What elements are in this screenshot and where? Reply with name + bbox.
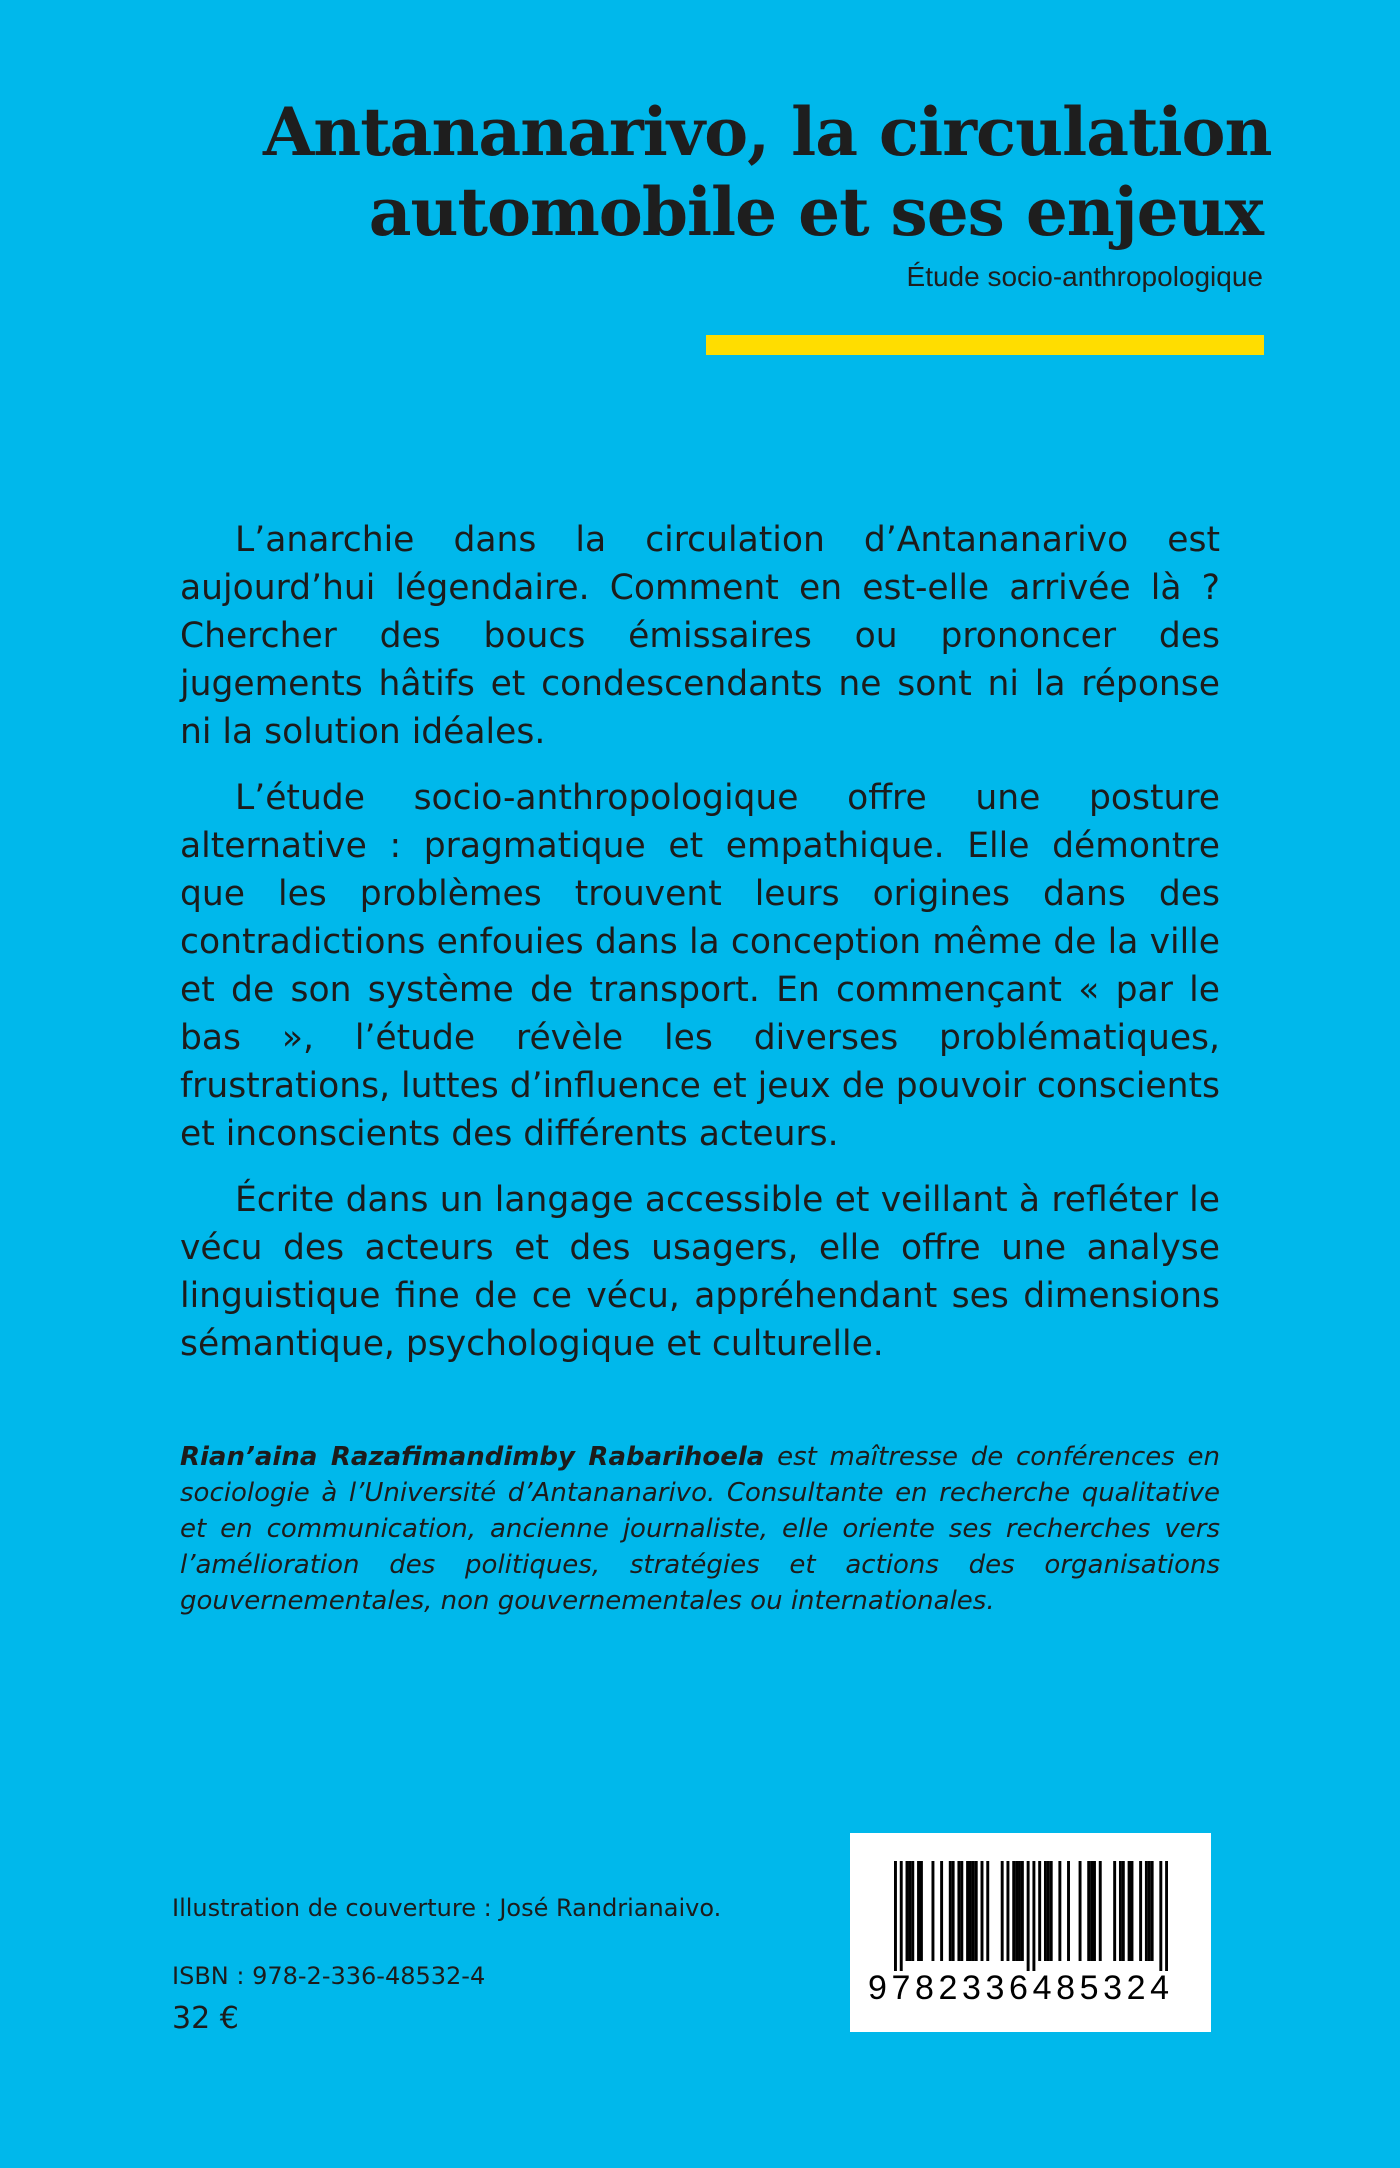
book-title-line-1: Antananarivo, la circulation — [263, 93, 1272, 171]
barcode-bar — [975, 1861, 978, 1961]
barcode-bar — [1001, 1861, 1004, 1961]
barcode-bar — [911, 1861, 914, 1961]
barcode-bar — [1067, 1861, 1070, 1961]
illustration-credit: Illustration de couverture : José Randrianaivo. — [172, 1894, 722, 1922]
summary-paragraph-1: L’anarchie dans la circulation d’Antananarivo est aujourd’hui légendaire. Comment en est-elle arrivée là ? Chercher des boucs émissaires ou prononcer des jugements hâtifs et condescendants ne sont ni la réponse ni la solution idéales. — [180, 520, 1220, 752]
summary-paragraph-3: Écrite dans un langage accessible et veillant à refléter le vécu des acteurs et des usagers, elle offre une analyse linguistique fine de ce vécu, appréhendant ses dimensions sémantique, psychologique et culturelle. — [180, 1180, 1220, 1364]
barcode-bar — [1021, 1861, 1024, 1961]
book-title-line-2: automobile et ses enjeux — [368, 173, 1263, 251]
barcode-bar — [1148, 1861, 1151, 1961]
barcode-bar — [920, 1861, 923, 1961]
barcode-bar — [1032, 1861, 1035, 1971]
barcode-bar — [1093, 1861, 1096, 1961]
barcode-bar — [1006, 1861, 1009, 1961]
barcode-bar — [1015, 1861, 1018, 1961]
barcode-bar — [960, 1861, 963, 1961]
barcode-bar — [981, 1861, 984, 1961]
barcode-bar — [1119, 1861, 1122, 1961]
barcode-bar — [906, 1861, 909, 1961]
barcode-bar — [940, 1861, 943, 1961]
barcode-bar — [1012, 1861, 1015, 1961]
barcode-bar — [1159, 1861, 1162, 1971]
barcode-bar — [1058, 1861, 1061, 1961]
summary-paragraph-2: L’étude socio-anthropologique offre une posture alternative : pragmatique et empathique. Elle démontre que les problèmes trouvent leurs origines dans des contradictions enfouies dans la conception même de la ville et de son système de transport. En commençant « par le bas », l’étude révèle les diverses problématiques, frustrations, luttes d’influence et jeux de pouvoir conscients et inconscients des différents acteurs. — [180, 778, 1220, 1154]
author-bio-text: est maîtresse de conférences en sociologie à l’Université d’Antananarivo. Consultante en recherche qualitative et en communication, ancienne journaliste, elle oriente ses recherches vers l’amélioration des politiques, stratégies et actions des organisations gouvernementales, non gouvernementales ou internationales. — [180, 1442, 1220, 1616]
isbn-text: ISBN : 978-2-336-48532-4 — [172, 1962, 486, 1990]
barcode-bar — [1050, 1861, 1053, 1961]
barcode-bar — [957, 1861, 960, 1961]
barcode-bar — [1128, 1861, 1131, 1961]
barcode-bar — [931, 1861, 934, 1961]
summary-text — [180, 516, 1220, 1386]
barcode-digits: 9782336485324 — [868, 1969, 1174, 2007]
barcode-bar — [1090, 1861, 1093, 1961]
barcode-bar — [969, 1861, 972, 1961]
barcode-bar — [1139, 1861, 1142, 1961]
barcode-bar — [949, 1861, 952, 1961]
barcode-bar — [1145, 1861, 1148, 1961]
barcode-bar — [1047, 1861, 1050, 1961]
price-text: 32 € — [172, 2001, 239, 2036]
barcode-bar — [1122, 1861, 1125, 1961]
barcode-bar — [1131, 1861, 1134, 1961]
barcode-bar — [952, 1861, 955, 1961]
book-subtitle: Étude socio-anthropologique — [906, 261, 1263, 292]
barcode-bar — [900, 1861, 903, 1971]
barcode-bar — [894, 1861, 897, 1971]
barcode-bar — [1027, 1861, 1030, 1971]
barcode-bar — [1165, 1861, 1168, 1971]
barcode-bar — [1087, 1861, 1090, 1961]
barcode-bar — [1038, 1861, 1041, 1961]
barcode-bar — [908, 1861, 911, 1961]
barcode-bar — [1079, 1861, 1082, 1961]
barcode-bar — [966, 1861, 969, 1961]
author-name: Rian’aina Razafimandimby Rabarihoela — [180, 1442, 765, 1472]
barcode-bar — [917, 1861, 920, 1961]
yellow-accent-bar — [706, 335, 1264, 355]
barcode-bar — [1099, 1861, 1102, 1961]
barcode-bars — [894, 1861, 1168, 1971]
barcode-bar — [986, 1861, 989, 1961]
author-bio — [180, 1439, 1220, 1619]
barcode-bar — [1018, 1861, 1021, 1961]
barcode-bar — [1044, 1861, 1047, 1961]
barcode-bar — [1151, 1861, 1154, 1961]
title-block — [263, 92, 1272, 294]
barcode-bar — [1113, 1861, 1116, 1961]
barcode-bar — [972, 1861, 975, 1961]
barcode — [850, 1833, 1211, 2032]
